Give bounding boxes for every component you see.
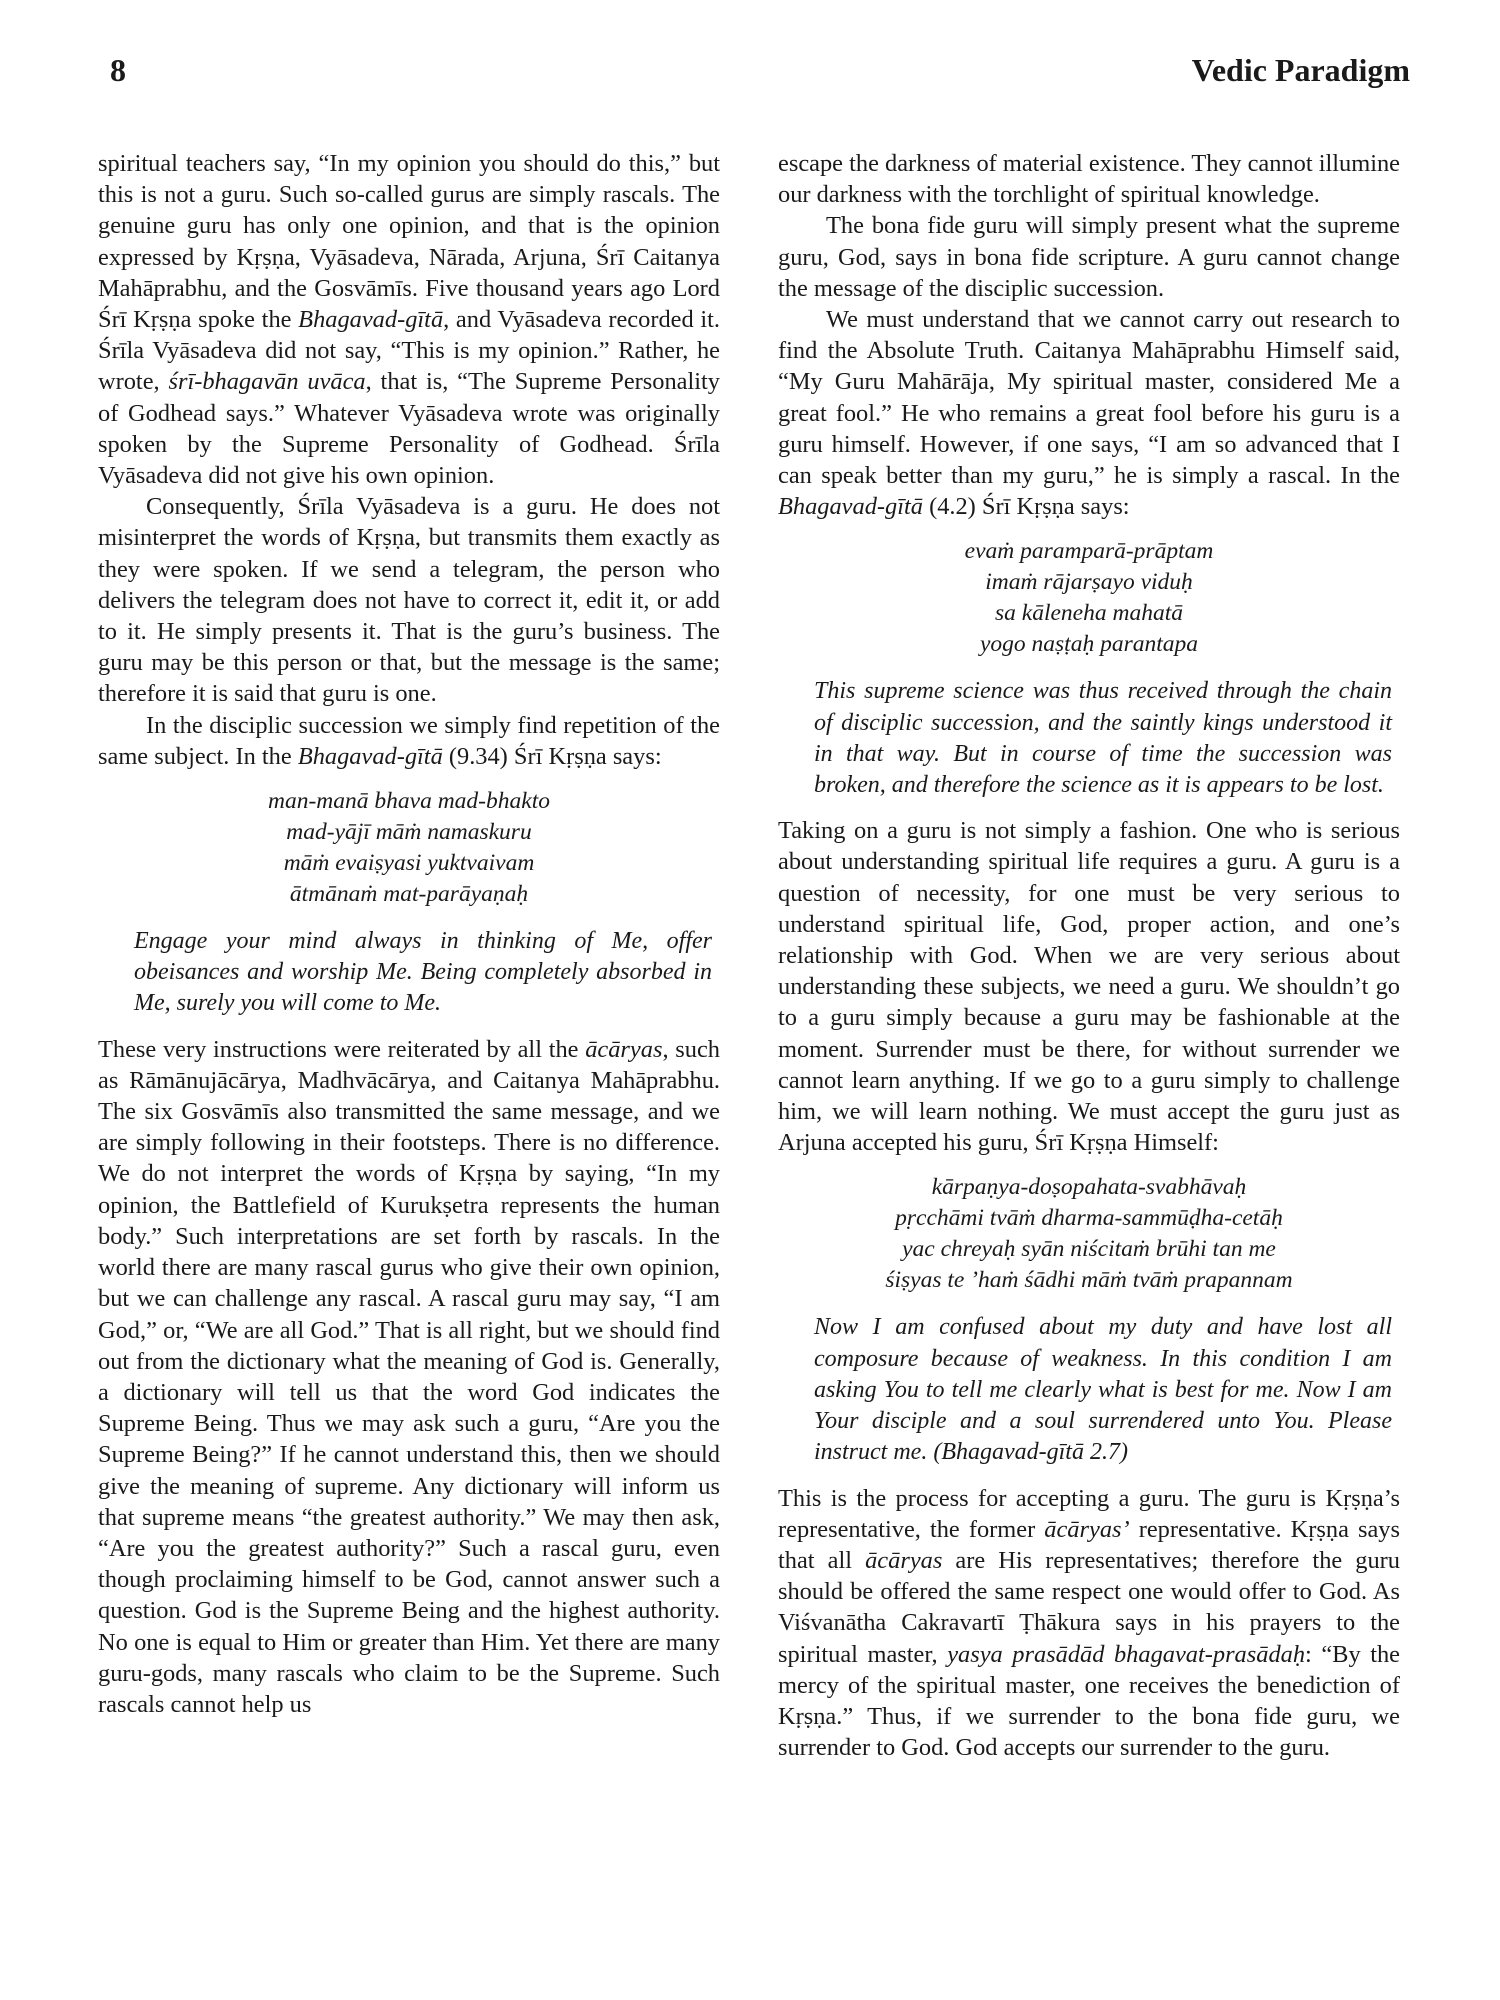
verse-line: ātmānaṁ mat-parāyaṇaḥ [289, 881, 529, 908]
left-column [98, 148, 720, 1720]
sanskrit-verse [98, 786, 720, 910]
verse-line: kārpaṇya-doṣopahata-svabhāvaḥ [931, 1174, 1247, 1201]
sanskrit-verse [778, 1172, 1400, 1296]
verse-line: māṁ evaiṣyasi yuktvaivam [283, 850, 535, 877]
page-header [110, 52, 1410, 89]
verse-translation: Engage your mind always in thinking of Me, offer obeisances and worship Me. Being completely absorbed in Me, surely you will come to Me. [134, 928, 712, 1017]
verse-line: śiṣyas te ’haṁ śādhi māṁ tvāṁ prapannam [885, 1267, 1293, 1294]
paragraph: This is the process for accepting a guru. The guru is Kṛṣṇa’s representative, the former ācāryas’ representative. Kṛṣṇa says that all ācāryas are His representatives; therefore the guru should be offered the same respect one would offer to God. As Viśvanātha Cakravartī Ṭhākura says in his prayers to the spiritual master, yasya prasādād bhagavat-prasādaḥ: “By the mercy of the spiritual master, one receives the benediction of Kṛṣṇa.” Thus, if we surrender to the bona fide guru, we surrender to God. God accepts our surrender to the guru. [778, 1484, 1400, 1762]
verse-line: evaṁ paramparā-prāptam [964, 538, 1214, 565]
right-column [778, 148, 1400, 1763]
page-number: 8 [110, 52, 126, 88]
paragraph: The bona fide guru will simply present what the supreme guru, God, says in bona fide scripture. A guru cannot change the message of the disciplic succession. [778, 212, 1400, 302]
verse-translation: Now I am confused about my duty and have lost all composure because of weakness. In this condition I am asking You to tell me clearly what is best for me. Now I am Your disciple and a soul surrendered unto You. Please instruct me. (Bhagavad-gītā 2.7) [814, 1314, 1392, 1466]
paragraph: Consequently, Śrīla Vyāsadeva is a guru. He does not misinterpret the words of Kṛṣṇa, but transmits them exactly as they were spoken. If we send a telegram, the person who delivers the telegram does not have to correct it, edit it, or add to it. He simply presents it. That is the guru’s business. The guru may be this person or that, but the message is the same; therefore it is said that guru is one. [98, 493, 720, 708]
verse-translation: This supreme science was thus received through the chain of disciplic succession, and the saintly kings understood it in that way. But in course of time the succession was broken, and therefore the science as it is appears to be lost. [814, 678, 1392, 799]
paragraph: In the disciplic succession we simply find repetition of the same subject. In the Bhagavad-gītā (9.34) Śrī Kṛṣṇa says: [98, 711, 720, 770]
sanskrit-verse [778, 536, 1400, 660]
verse-line: imaṁ rājarṣayo viduḥ [985, 569, 1193, 596]
paragraph: We must understand that we cannot carry out research to find the Absolute Truth. Caitanya Mahāprabhu Himself said, “My Guru Mahārāja, My spiritual master, considered Me a great fool.” He who remains a great fool before his guru is a guru himself. However, if one says, “I am so advanced that I can speak better than my guru,” he is simply a rascal. In the Bhagavad-gītā (4.2) Śrī Kṛṣṇa says: [778, 306, 1400, 521]
verse-line: sa kāleneha mahatā [995, 600, 1183, 627]
paragraph: These very instructions were reiterated by all the ācāryas, such as Rāmānujācārya, Madhvācārya, and Caitanya Mahāprabhu. The six Gosvāmīs also transmitted the same message, and we are simply following in their footsteps. There is no difference. We do not interpret the words of Kṛṣṇa by saying, “In my opinion, the Battlefield of Kurukṣetra represents the human body.” Such interpretations are set forth by rascals. In the world there are many rascal gurus who give their own opinion, but we can challenge any rascal. A rascal guru may say, “I am God,” or, “We are all God.” That is all right, but we should find out from the dictionary what the meaning of God is. Generally, a dictionary will tell us that the word God indicates the Supreme Being. Thus we may ask such a guru, “Are you the Supreme Being?” If he cannot understand this, then we should give the meaning of supreme. Any dictionary will inform us that supreme means “the greatest authority.” We may then ask, “Are you the greatest authority?” Such a rascal guru, even though proclaiming himself to be God, cannot answer such a question. God is the Supreme Being and the highest authority. No one is equal to Him or greater than Him. Yet there are many guru-gods, many rascals who claim to be the Supreme. Such rascals cannot help us [98, 1035, 720, 1718]
verse-line: pṛcchāmi tvāṁ dharma-sammūḍha-cetāḥ [895, 1205, 1283, 1232]
verse-line: man-manā bhava mad-bhakto [268, 788, 550, 815]
running-title: Vedic Paradigm [1191, 52, 1410, 88]
paragraph: Taking on a guru is not simply a fashion. One who is serious about understanding spiritual life requires a guru. A guru is a question of necessity, for one must be very serious to understand spiritual life, God, proper action, and one’s relationship with God. When we are very serious about understanding these subjects, we need a guru. We shouldn’t go to a guru simply because a guru may be fashionable at the moment. Surrender must be there, for without surrender we cannot learn anything. If we go to a guru simply to challenge him, we will learn nothing. We must accept the guru just as Arjuna accepted his guru, Śrī Kṛṣṇa Himself: [778, 817, 1400, 1157]
verse-line: yogo naṣṭaḥ parantapa [979, 631, 1199, 658]
paragraph: escape the darkness of material existence. They cannot illumine our darkness with the torchlight of spiritual knowledge. [778, 150, 1400, 209]
paragraph: spiritual teachers say, “In my opinion you should do this,” but this is not a guru. Such so-called gurus are simply rascals. The genuine guru has only one opinion, and that is the opinion expressed by Kṛṣṇa, Vyāsadeva, Nārada, Arjuna, Śrī Caitanya Mahāprabhu, and the Gosvāmīs. Five thousand years ago Lord Śrī Kṛṣṇa spoke the Bhagavad-gītā, and Vyāsadeva recorded it. Śrīla Vyāsadeva did not say, “This is my opinion.” Rather, he wrote, śrī-bhagavān uvāca, that is, “The Supreme Personality of Godhead says.” Whatever Vyāsadeva wrote was originally spoken by the Supreme Personality of Godhead. Śrīla Vyāsadeva did not give his own opinion. [98, 150, 721, 490]
verse-line: yac chreyaḥ syān niścitaṁ brūhi tan me [902, 1236, 1276, 1263]
verse-line: mad-yājī māṁ namaskuru [286, 819, 532, 846]
